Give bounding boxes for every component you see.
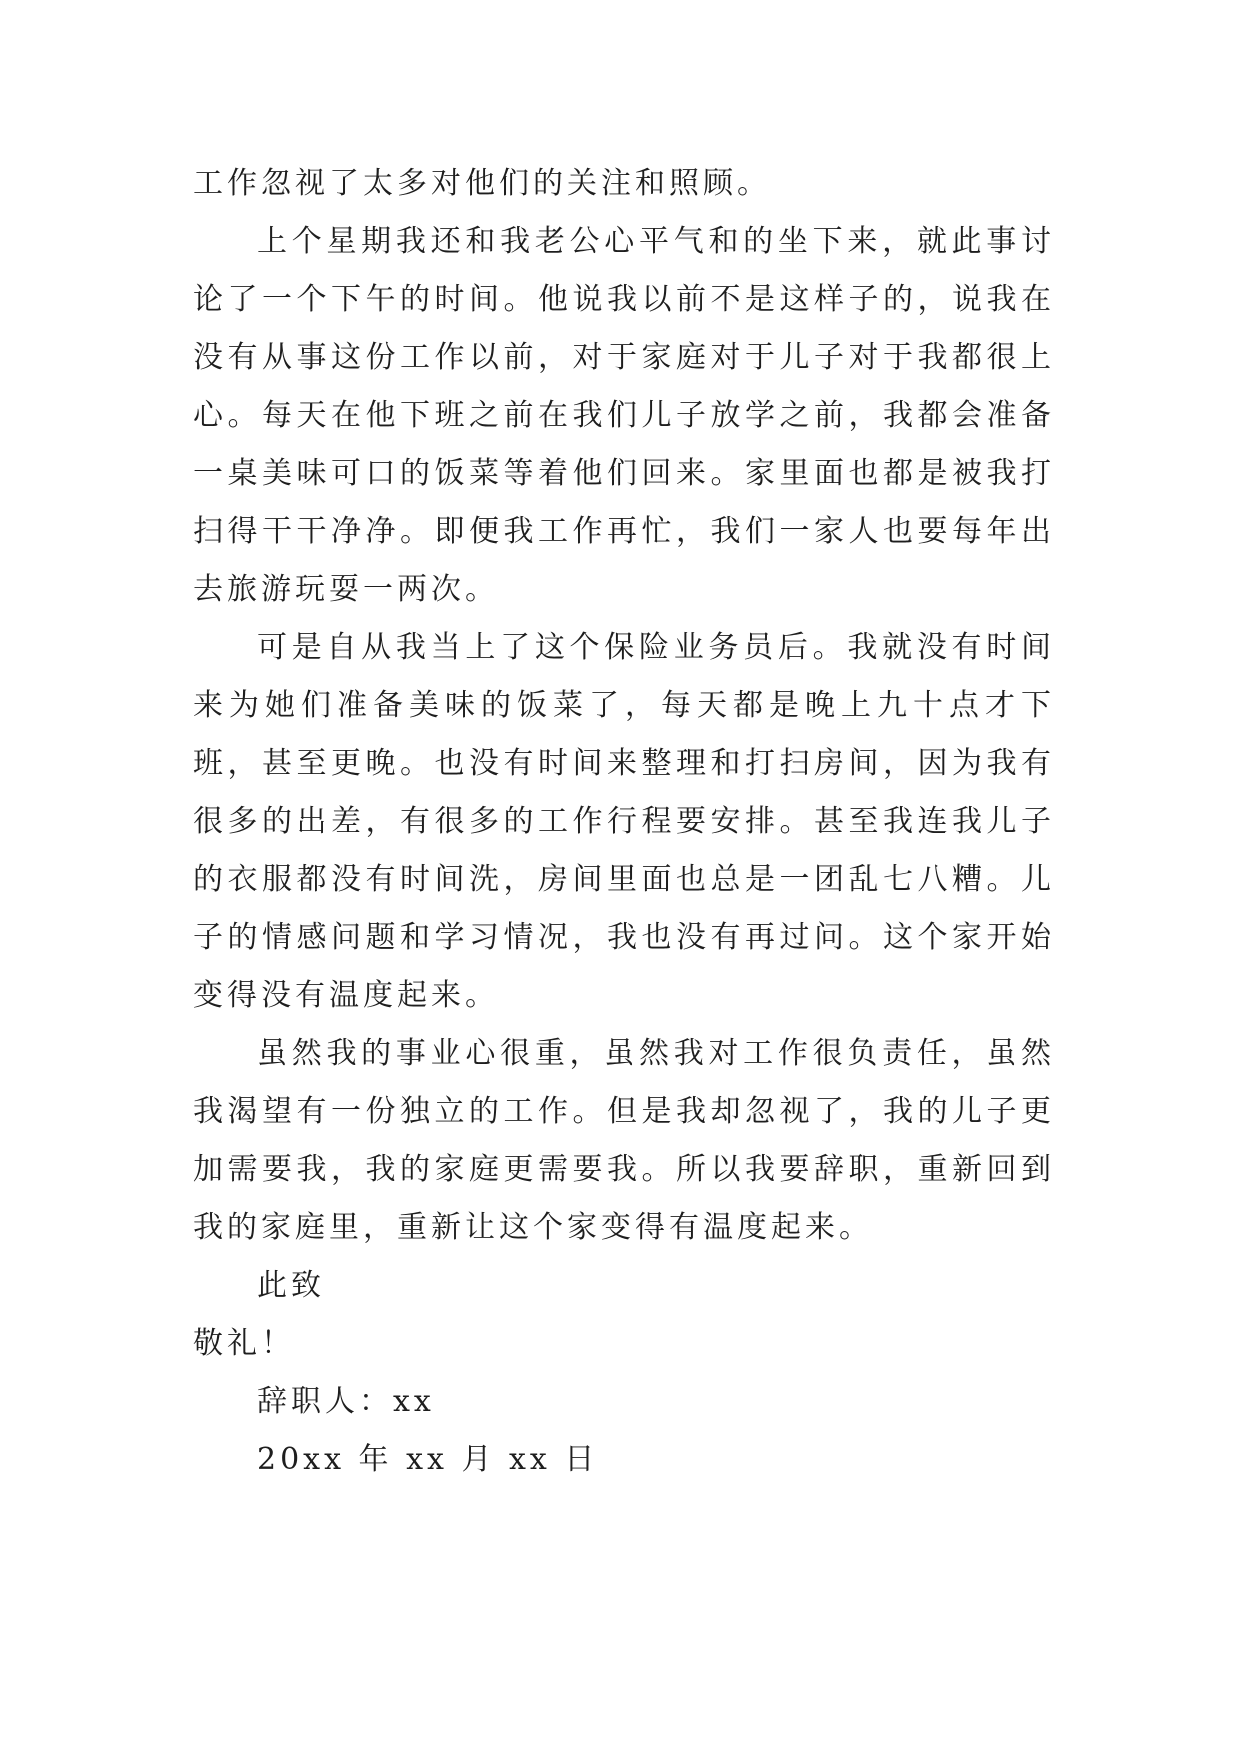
paragraph-since-job: 可是自从我当上了这个保险业务员后。我就没有时间来为她们准备美味的饭菜了，每天都是晚上九十点才下班，甚至更晚。也没有时间来整理和打扫房间，因为我有很多的出差，有很多的工作行程要安排。甚至我连我儿子的衣服都没有时间洗，房间里面也总是一团乱七八糟。儿子的情感问题和学习情况，我也没有再过问。这个家开始变得没有温度起来。 xyxy=(193,630,1055,1013)
paragraph-conversation: 上个星期我还和我老公心平气和的坐下来，就此事讨论了一个下午的时间。他说我以前不是这样子的，说我在没有从事这份工作以前，对于家庭对于儿子对于我都很上心。每天在他下班之前在我们儿子放学之前，我都会准备一桌美味可口的饭菜等着他们回来。家里面也都是被我打扫得干干净净。即便我工作再忙，我们一家人也要每年出去旅游玩耍一两次。 xyxy=(193,224,1055,607)
closing-phrase: 此致 xyxy=(257,1268,325,1303)
signature-line: 辞职人：xx xyxy=(257,1384,435,1419)
salute-phrase: 敬礼！ xyxy=(193,1326,295,1361)
date-line: 20xx 年 xx 月 xx 日 xyxy=(257,1442,599,1477)
letter-body xyxy=(193,155,1055,1489)
paragraph-resignation-reason: 虽然我的事业心很重，虽然我对工作很负责任，虽然我渴望有一份独立的工作。但是我却忽视了，我的儿子更加需要我，我的家庭更需要我。所以我要辞职，重新回到我的家庭里，重新让这个家变得有温度起来。 xyxy=(193,1036,1055,1245)
paragraph-continuation: 工作忽视了太多对他们的关注和照顾。 xyxy=(193,166,771,201)
